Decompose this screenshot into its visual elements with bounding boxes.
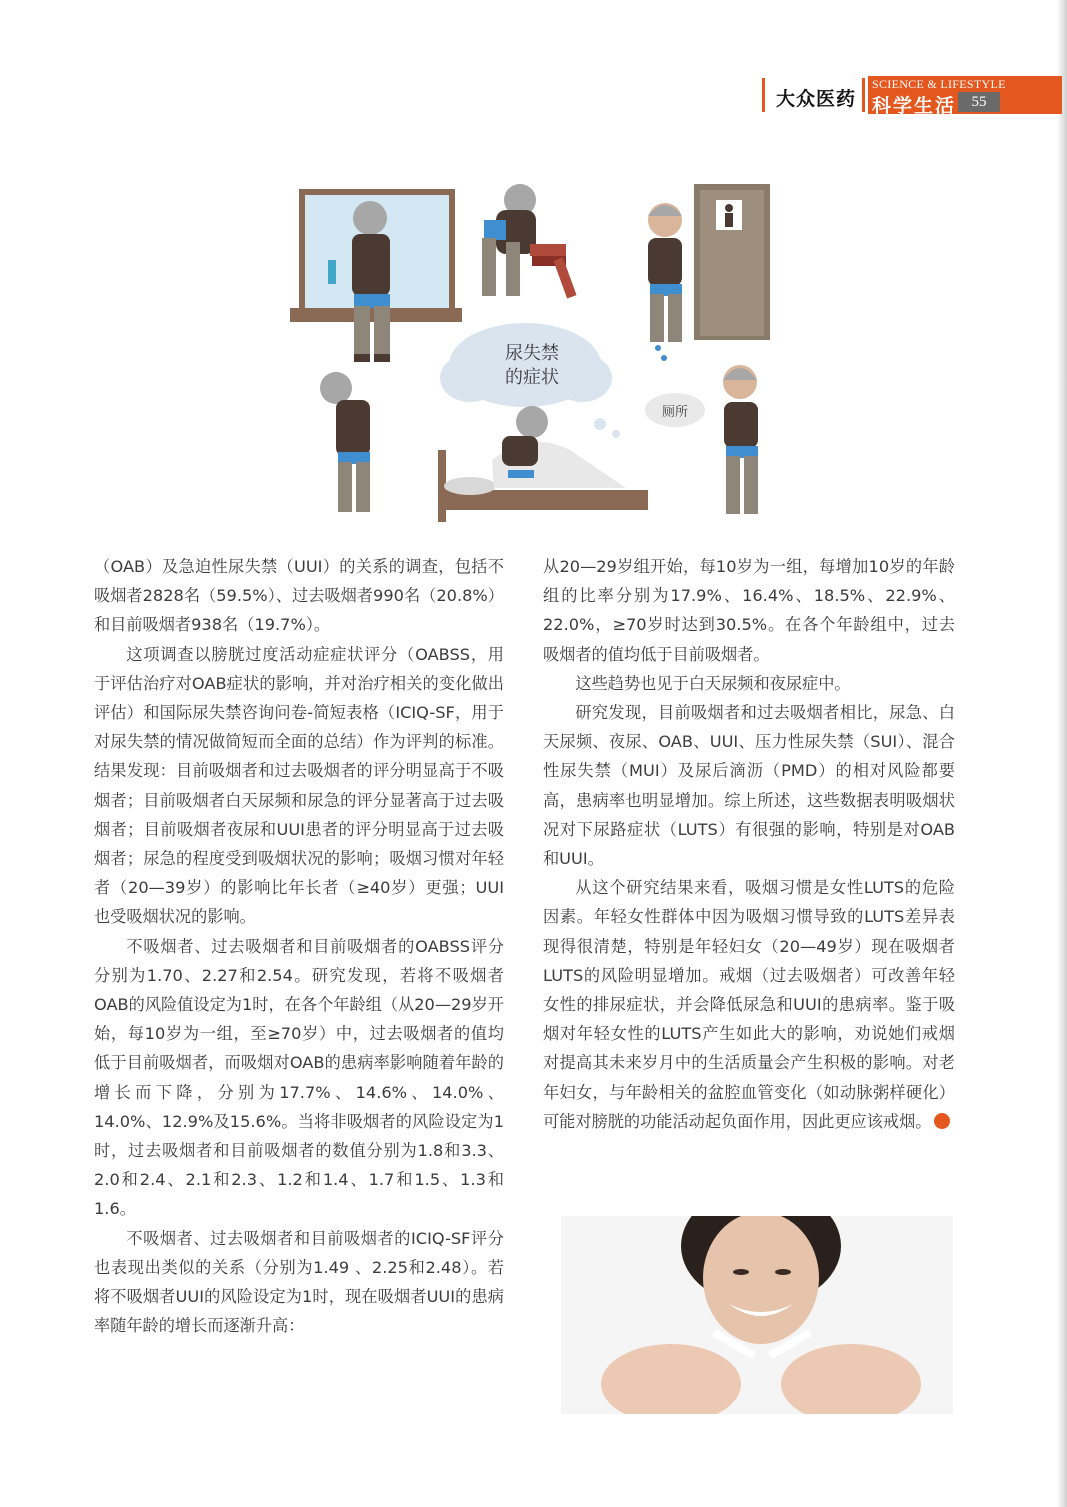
- cloud-label-line2: 的症状: [505, 367, 559, 388]
- woman-lifting-figure: [482, 184, 577, 299]
- bed-scene: [438, 406, 648, 522]
- section-title-cn: 科学生活: [872, 95, 957, 117]
- article-paragraph: 从20—29岁组开始，每10岁为一组，每增加10岁的年龄组的比率分别为17.9%、16.4%、18.5%、22.9%、22.0%，≥70岁时达到30.5%。在各个年龄组中，过去吸烟者的值均低于目前吸烟者。: [543, 557, 955, 664]
- article-paragraph: 研究发现，目前吸烟者和过去吸烟者相比，尿急、白天尿频、夜尿、OAB、UUI、压力性尿失禁（SUI）、混合性尿失禁（MUI）及尿后滴沥（PMD）的相对风险都要高，患病率也明显增加。综上所述，这些数据表明吸烟状况对下尿路症状（LUTS）有很强的影响，特别是对OAB和UUI。: [543, 703, 955, 869]
- article-column-right: [543, 552, 955, 1136]
- restroom-icon-body: [725, 213, 733, 227]
- article-paragraph: 这项调查以膀胱过度活动症症状评分（OABSS，用于评估治疗对OAB症状的影响，并对治疗相关的变化做出评估）和国际尿失禁咨询问卷-简短表格（ICIQ-SF，用于对尿失禁的情况做简短而全面的总结）作为评判的标准。结果发现：目前吸烟者和过去吸烟者的评分明显高于不吸烟者；目前吸烟者白天尿频和尿急的评分显著高于过去吸烟者；目前吸烟者夜尿和UUI患者的评分明显高于过去吸烟者；尿急的程度受到吸烟状况的影响；吸烟习惯对年轻者（20—39岁）的影响比年长者（≥40岁）更强；UUI也受吸烟状况的影响。: [94, 644, 504, 927]
- woman-urgency-figure: [723, 365, 758, 514]
- toilet-bubble-label: 厕所: [661, 405, 689, 420]
- article-end-icon: [934, 1113, 950, 1129]
- article-paragraph: 不吸烟者、过去吸烟者和目前吸烟者的OABSS评分分别为1.70、2.27和2.54。研究发现，若将不吸烟者OAB的风险值设定为1时，在各个年龄组（从20—29岁开始，每10岁为一组，至≥70岁）中，过去吸烟者的值均低于目前吸烟者，而吸烟对OAB的患病率影响随着年龄的增长而下降，分别为17.7%、14.6%、14.0%、14.0%、12.9%及15.6%。当将非吸烟者的风险设定为1时，过去吸烟者和目前吸烟者的数值分别为1.8和3.3、2.0和2.4、2.1和2.3、1.2和1.4、1.7和1.5、1.3和1.6。: [94, 936, 504, 1219]
- restroom-icon: [725, 204, 733, 212]
- woman-coughing-figure: [320, 372, 370, 512]
- incontinence-symptoms-illustration: [270, 160, 790, 540]
- article-paragraph: 这些趋势也见于白天尿频和夜尿症中。: [575, 673, 851, 693]
- woman-leaking-figure: [648, 203, 682, 361]
- cloud-label-line1: 尿失禁: [505, 343, 559, 364]
- article-paragraph: 不吸烟者、过去吸烟者和目前吸烟者的ICIQ-SF评分也表现出类似的关系（分别为1.49 、2.25和2.48）。若将不吸烟者UUI的风险设定为1时，现在吸烟者UUI的患病率随年龄的增长而逐渐升高：: [94, 1228, 504, 1336]
- article-paragraph-text: 从这个研究结果来看，吸烟习惯是女性LUTS的危险因素。年轻女性群体中因为吸烟习惯导致的LUTS差异表现得很清楚，特别是年轻妇女（20—49岁）现在吸烟者LUTS的风险明显增加。戒烟（过去吸烟者）可改善年轻女性的排尿症状，并会降低尿急和UUI的患病率。鉴于吸烟对年轻女性的LUTS产生如此大的影响，劝说她们戒烟对提高其未来岁月中的生活质量会产生积极的影响。对老年妇女，与年龄相关的盆腔血管变化（如动脉粥样硬化）可能对膀胱的功能活动起负面作用，因此更应该戒烟。: [543, 878, 955, 1131]
- photo-drawing: [561, 1216, 953, 1414]
- page-edge: [1057, 0, 1067, 1507]
- page-number: 55: [958, 92, 1000, 112]
- illustration-drawing: [270, 160, 790, 540]
- header-divider: [862, 78, 865, 112]
- article-final-paragraph: [543, 873, 955, 1136]
- smiling-woman-breaking-cigarette-photo: [561, 1216, 953, 1414]
- article-column-left: [94, 552, 504, 1340]
- article-paragraph: （OAB）及急迫性尿失禁（UUI）的关系的调查，包括不吸烟者2828名（59.5%）、过去吸烟者990名（20.8%）和目前吸烟者938名（19.7%）。: [94, 557, 504, 635]
- section-title-en: SCIENCE & LIFESTYLE: [872, 77, 1006, 91]
- header-divider: [762, 78, 765, 112]
- magazine-name: 大众医药: [776, 88, 857, 110]
